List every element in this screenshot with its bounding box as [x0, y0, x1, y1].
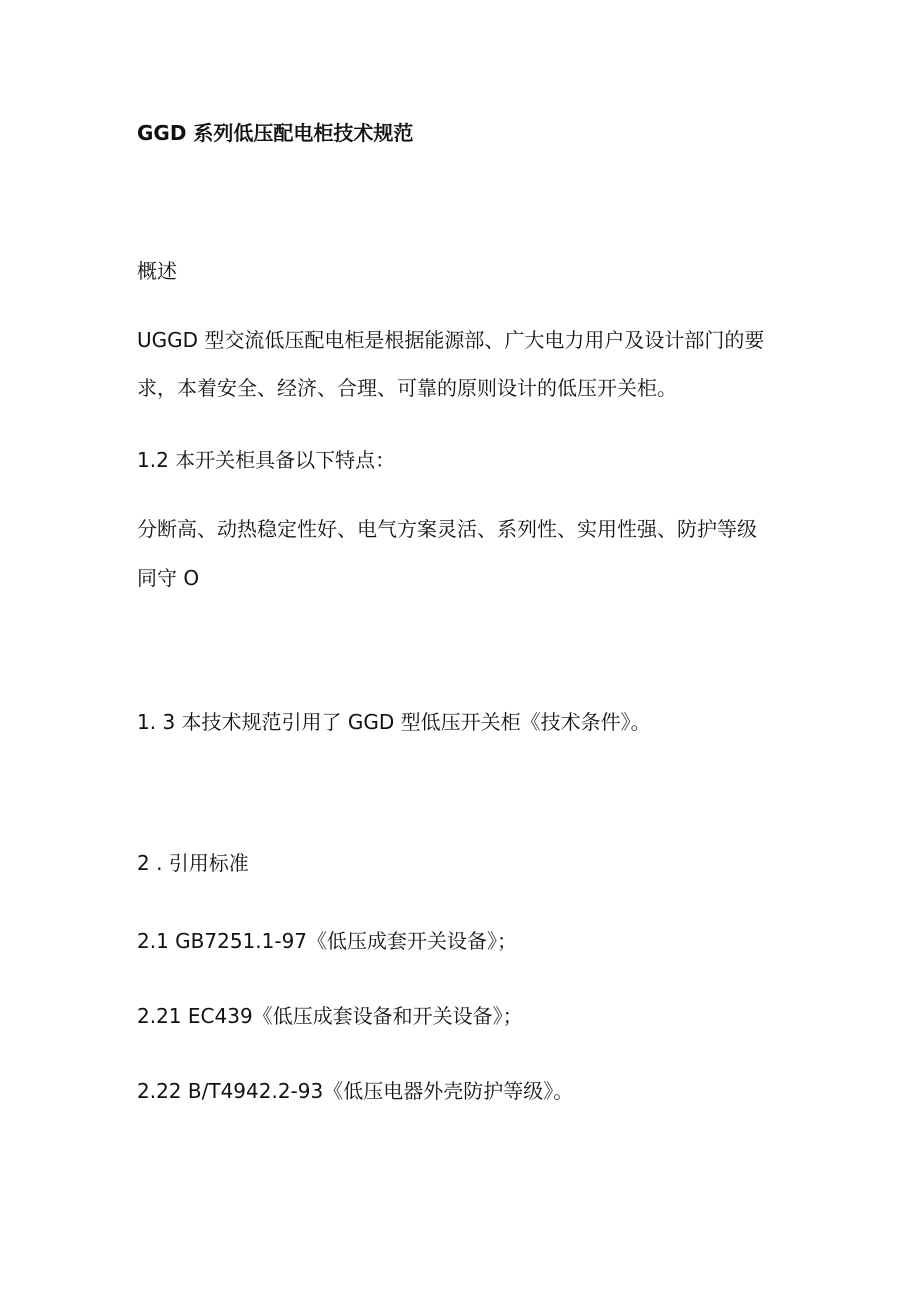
- item-2-1: 2.1 GB7251.1-97《低压成套开关设备》；: [137, 929, 518, 953]
- document-title: GGD 系列低压配电柜技术规范: [137, 121, 414, 145]
- paragraph-intro-line-1: UGGD 型交流低压配电柜是根据能源部、广大电力用户及设计部门的要: [137, 328, 765, 352]
- section-heading-2: 2 . 引用标准: [137, 851, 249, 875]
- paragraph-features-line-1: 分断高、动热稳定性好、电气方案灵活、系列性、实用性强、防护等级: [137, 517, 757, 541]
- item-2-22: 2.22 B/T4942.2-93《低压电器外壳防护等级》。: [137, 1079, 574, 1103]
- paragraph-intro-line-2: 求，本着安全、经济、合理、可靠的原则设计的低压开关柜。: [137, 376, 677, 400]
- section-heading-overview: 概述: [137, 259, 177, 283]
- item-2-21: 2.21 EC439《低压成套设备和开关设备》；: [137, 1004, 523, 1028]
- item-1-2: 1.2 本开关柜具备以下特点：: [137, 448, 396, 472]
- paragraph-features-line-2: 同守 O: [137, 566, 200, 590]
- item-1-3: 1. 3 本技术规范引用了 GGD 型低压开关柜《技术条件》。: [137, 710, 651, 734]
